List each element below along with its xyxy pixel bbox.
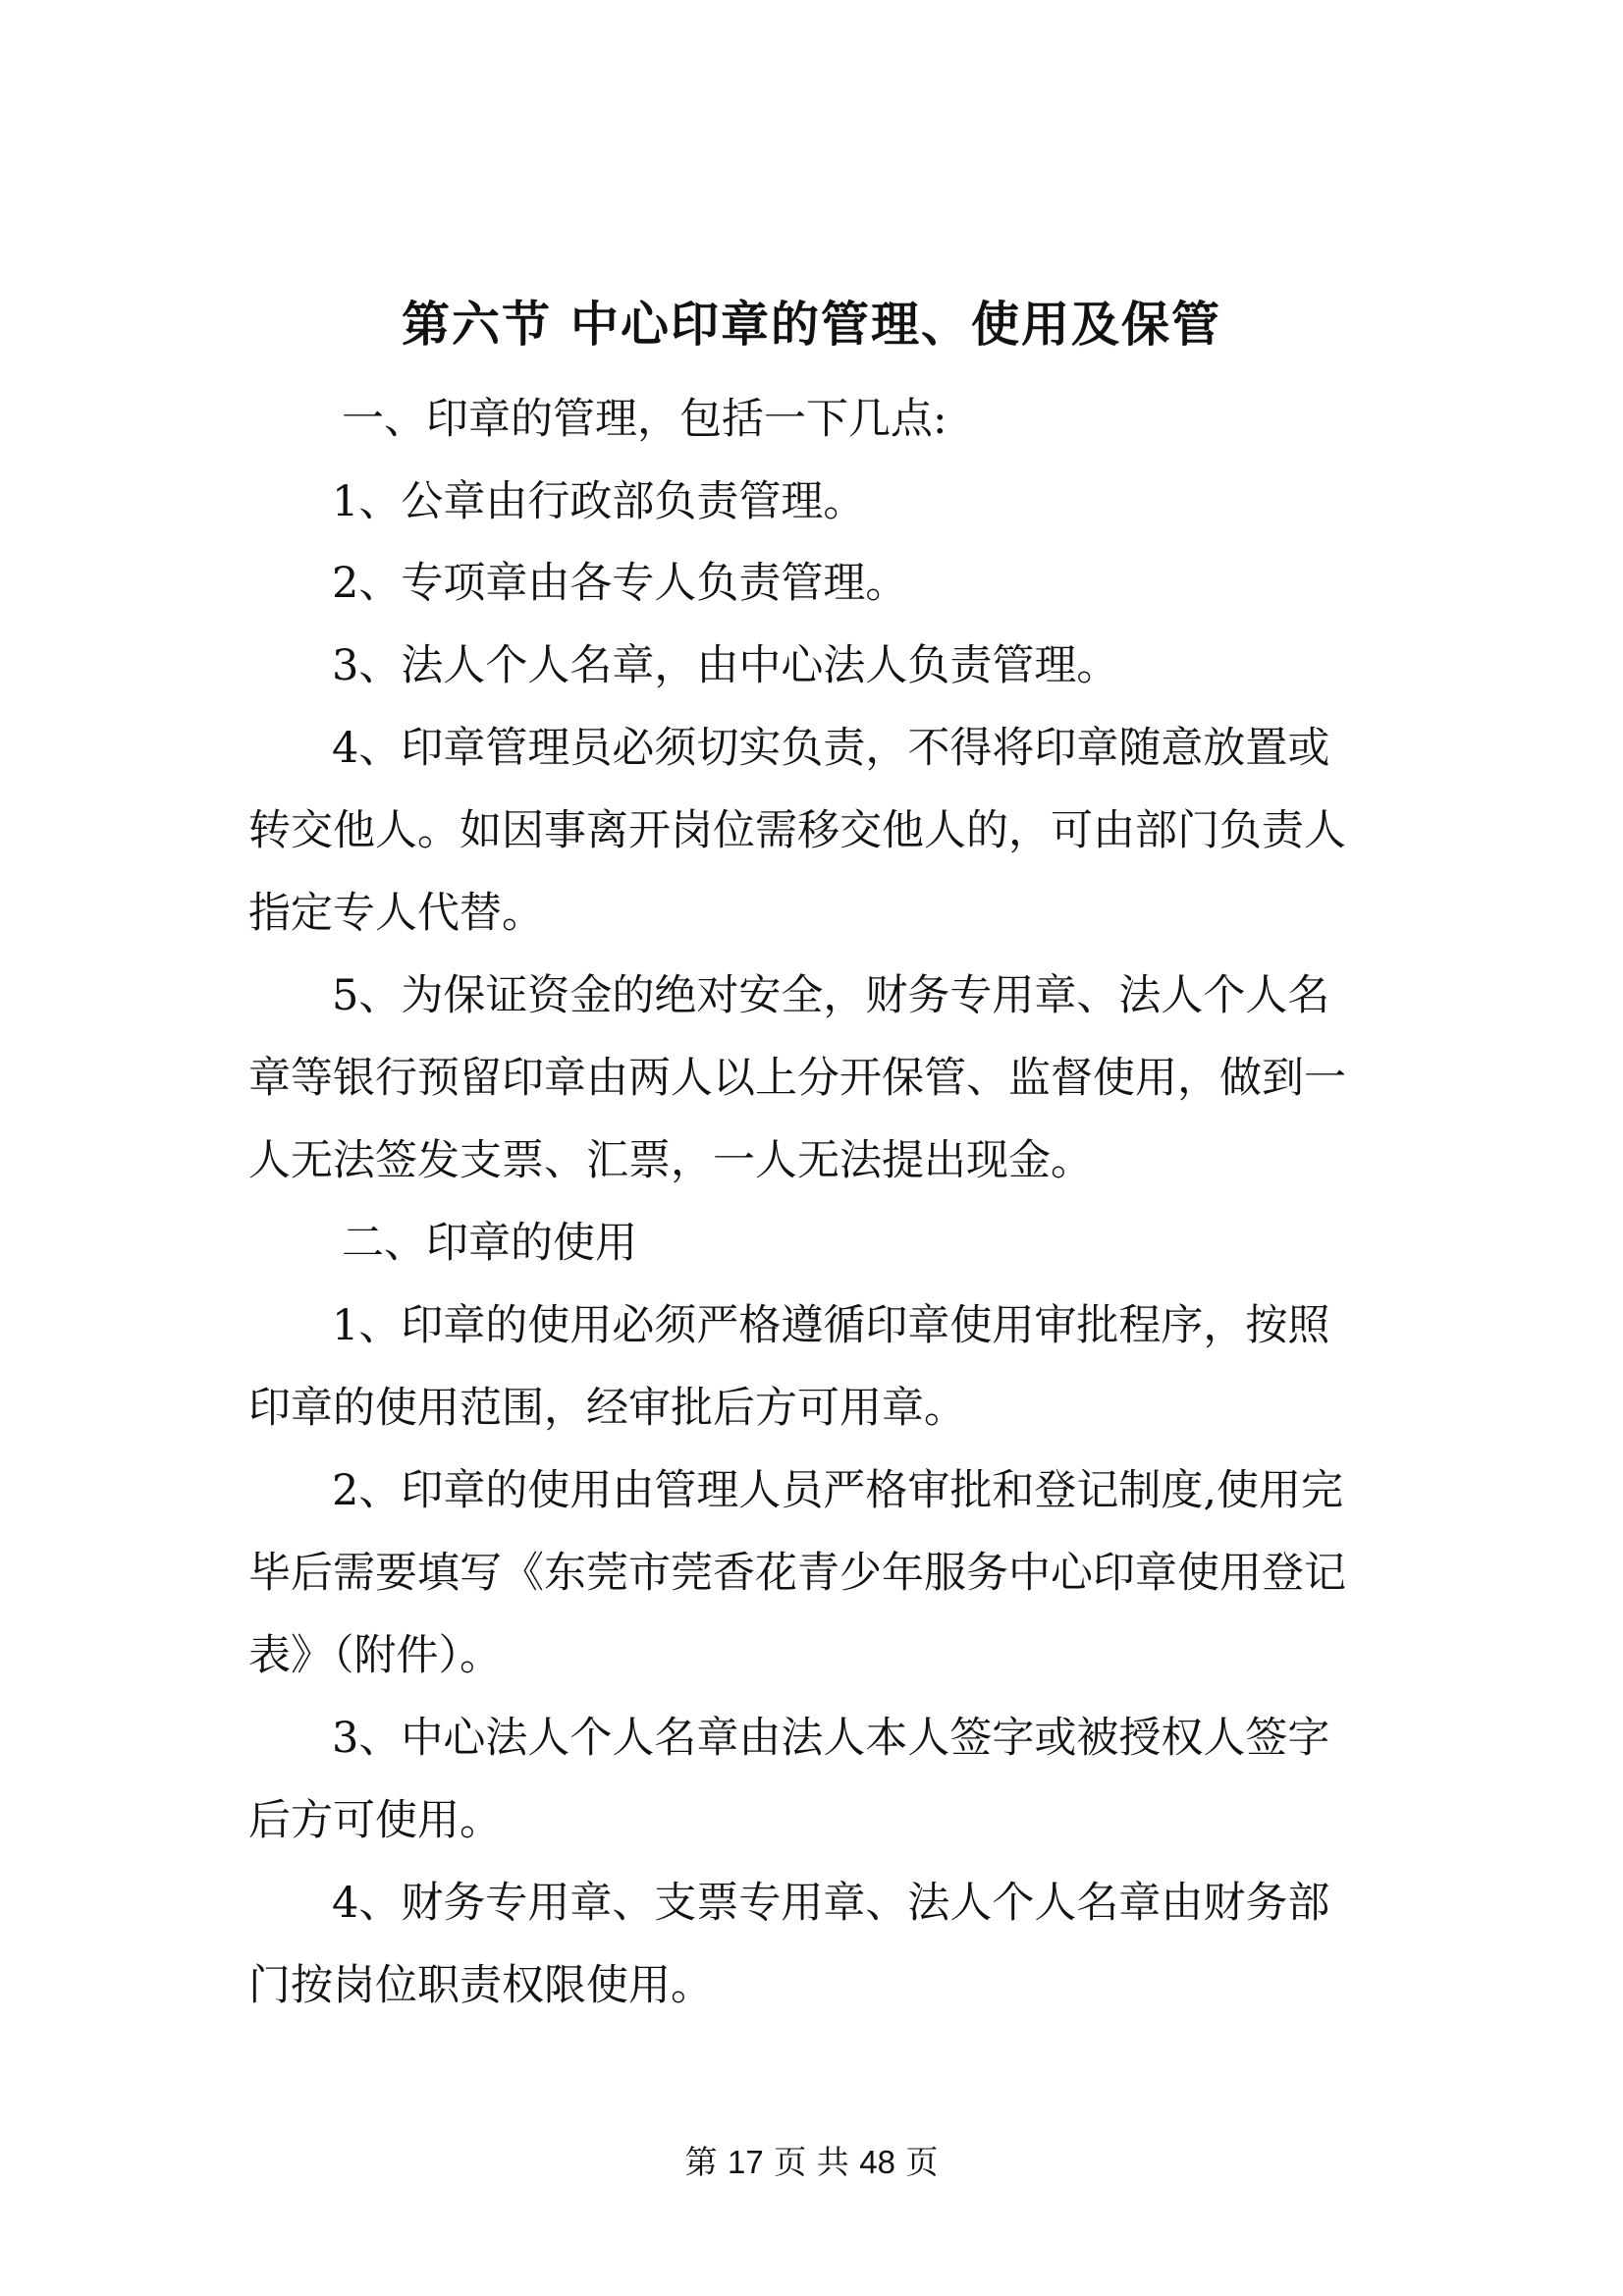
paragraph-line: 门按岗位职责权限使用。 [248,1961,713,2010]
paragraph-line: 毕后需要填写《东莞市莞香花青少年服务中心印章使用登记 [248,1549,1346,1598]
paragraph-line: 印章的使用范围，经审批后方可用章。 [248,1384,966,1433]
paragraph-line: 后方可使用。 [248,1796,502,1845]
paragraph-line: 表》（附件）。 [248,1631,502,1680]
page-title: 第六节 中心印章的管理、使用及保管 [401,297,1222,353]
total-pages-number: 48 [859,2144,895,2180]
footer-middle: 页 共 [774,2143,849,2181]
paragraph-line: 3、中心法人个人名章由法人本人签字或被授权人签字 [332,1714,1330,1763]
paragraph-line: 2、印章的使用由管理人员严格审批和登记制度,使用完 [332,1466,1344,1515]
paragraph-line: 人无法签发支票、汇票，一人无法提出现金。 [248,1136,1093,1185]
paragraph-line: 4、印章管理员必须切实负责，不得将印章随意放置或 [332,724,1330,773]
paragraph-line: 1、印章的使用必须严格遵循印章使用审批程序，按照 [332,1301,1330,1350]
footer-suffix: 页 [905,2143,939,2181]
section-heading-usage: 二、印章的使用 [342,1219,637,1268]
paragraph-line: 转交他人。如因事离开岗位需移交他人的，可由部门负责人 [248,806,1346,855]
footer-prefix: 第 [684,2143,718,2181]
section-heading-management: 一、印章的管理，包括一下几点: [342,395,947,444]
paragraph-line: 1、公章由行政部负责管理。 [332,477,866,526]
paragraph-line: 3、法人个人名章，由中心法人负责管理。 [332,641,1119,690]
paragraph-line: 章等银行预留印章由两人以上分开保管、监督使用，做到一 [248,1054,1346,1103]
current-page-number: 17 [728,2144,764,2180]
paragraph-line: 指定专人代替。 [248,889,544,938]
page-footer [0,2137,1623,2183]
paragraph-line: 4、财务专用章、支票专用章、法人个人名章由财务部 [332,1879,1330,1928]
paragraph-line: 5、为保证资金的绝对安全，财务专用章、法人个人名 [332,971,1330,1020]
paragraph-line: 2、专项章由各专人负责管理。 [332,559,908,608]
